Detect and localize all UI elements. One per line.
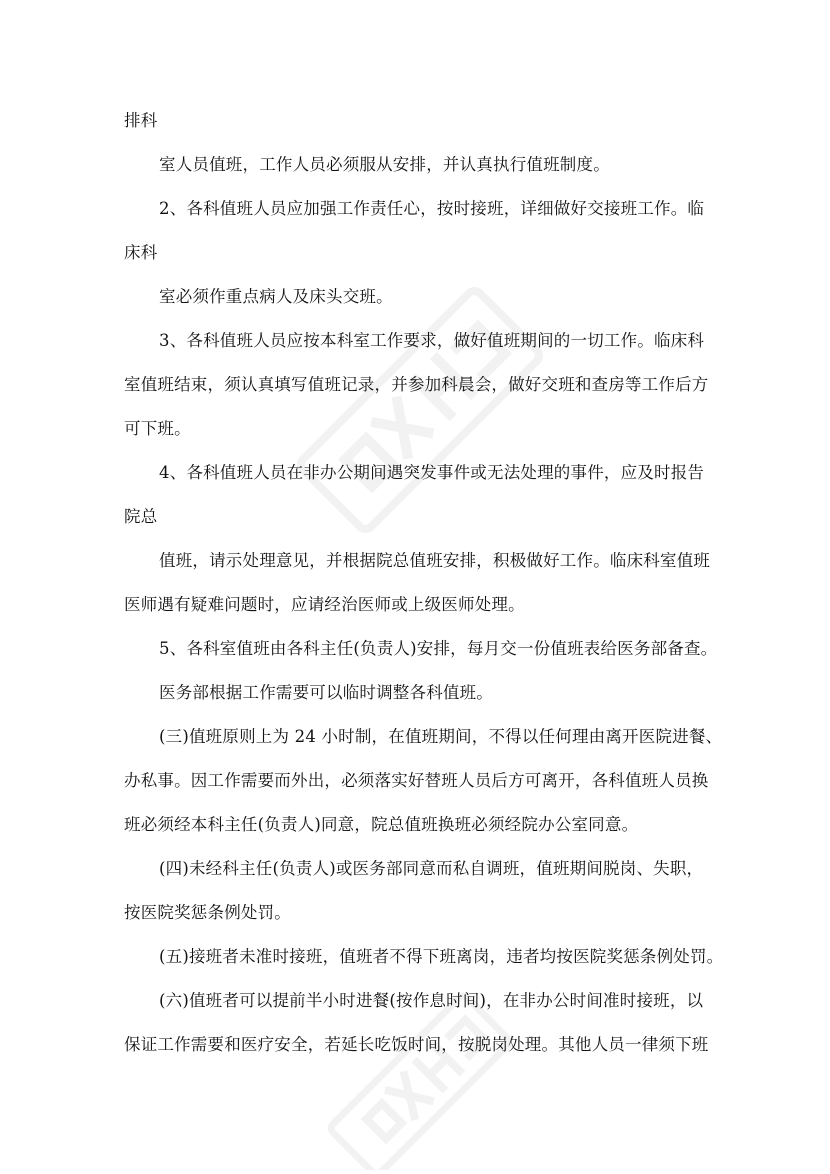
text-line-19: 按医院奖惩条例处罚。 bbox=[124, 903, 291, 922]
text-line-1: 排科 bbox=[124, 111, 158, 130]
text-line-6: 3、各科值班人员应按本科室工作要求，做好值班期间的一切工作。临床科 bbox=[159, 331, 705, 350]
text-line-8: 可下班。 bbox=[124, 419, 191, 438]
text-line-13: 5、各科室值班由各科主任(负责人)安排，每月交一份值班表给医务部备查。 bbox=[159, 639, 718, 658]
text-line-17: 班必须经本科主任(负责人)同意，院总值班换班必须经院办公室同意。 bbox=[124, 815, 639, 834]
text-line-16: 办私事。因工作需要而外出，必须落实好替班人员后方可离开，各科值班人员换 bbox=[124, 771, 709, 790]
text-line-15: (三)值班原则上为 24 小时制，在值班期间，不得以任何理由离开医院进餐、 bbox=[159, 727, 723, 746]
text-line-3: 2、各科值班人员应加强工作责任心，按时接班，详细做好交接班工作。临 bbox=[159, 199, 705, 218]
text-line-9: 4、各科值班人员在非办公期间遇突发事件或无法处理的事件，应及时报告 bbox=[159, 463, 705, 482]
text-line-18: (四)未经科主任(负责人)或医务部同意而私自调班，值班期间脱岗、失职， bbox=[159, 859, 704, 878]
text-line-12: 医师遇有疑难问题时，应请经治医师或上级医师处理。 bbox=[124, 595, 525, 614]
text-line-21: (六)值班者可以提前半小时进餐(按作息时间)，在非办公时间准时接班，以 bbox=[159, 991, 704, 1010]
text-line-7: 室值班结束，须认真填写值班记录，并参加科晨会，做好交班和查房等工作后方 bbox=[124, 375, 709, 394]
text-line-5: 室必须作重点病人及床头交班。 bbox=[159, 287, 393, 306]
text-line-20: (五)接班者未准时接班，值班者不得下班离岗，违者均按医院奖惩条例处罚。 bbox=[159, 947, 724, 966]
text-line-11: 值班，请示处理意见，并根据院总值班安排，积极做好工作。临床科室值班 bbox=[159, 551, 711, 570]
text-line-22: 保证工作需要和医疗安全，若延长吃饭时间，按脱岗处理。其他人员一律须下班 bbox=[124, 1035, 709, 1054]
text-line-14: 医务部根据工作需要可以临时调整各科值班。 bbox=[159, 683, 493, 702]
text-line-2: 室人员值班，工作人员必须服从安排，并认真执行值班制度。 bbox=[159, 155, 610, 174]
text-line-4: 床科 bbox=[124, 243, 158, 262]
text-line-10: 院总 bbox=[124, 507, 158, 526]
document-body bbox=[124, 110, 724, 1078]
